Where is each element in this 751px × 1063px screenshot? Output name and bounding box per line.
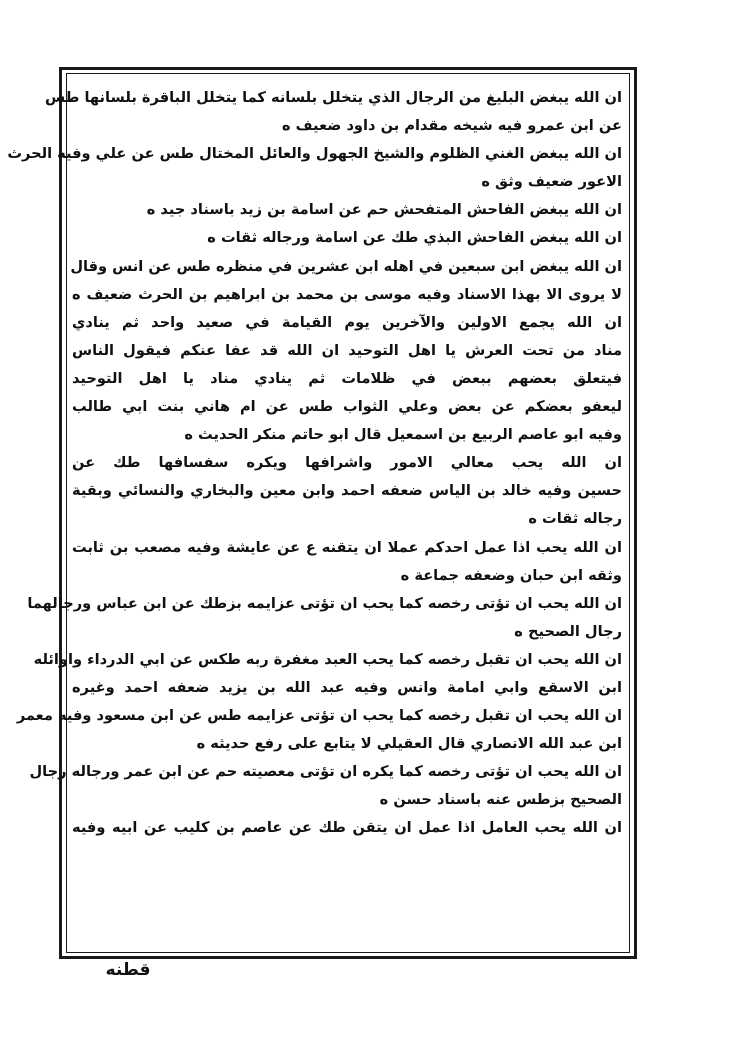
text-line: ان الله يحب ان تقبل رخصه كما يحب ان تؤتى عزايمه طس عن ابن مسعود وفيه معمر — [16, 707, 622, 725]
text-line: رجال الصحيح ه — [514, 622, 622, 640]
text-line: ان الله يحب ان تقبل رخصه كما يحب العبد مغفرة ربه طكس عن ابي الدرداء واوائله — [33, 650, 622, 668]
text-line: ليعفو بعضكم عن بعض وعلي الثواب طس عن ام هاني بنت ابي طالب — [72, 398, 622, 416]
catchword: قطنه — [105, 960, 151, 980]
text-line: ان الله يحب معالي الامور واشرافها ويكره سفسافها طك عن — [72, 454, 622, 472]
text-line: ان الله يحب ان تؤتى رخصه كما يحب ان تؤتى عزايمه بزطك عن ابن عباس ورجالهما — [27, 594, 622, 612]
text-line: الاعور ضعيف وثق ه — [481, 173, 622, 191]
text-line: ابن عبد الله الانصاري قال العقيلي لا يتابع على رفع حديثه ه — [196, 735, 622, 753]
text-line: الصحيح بزطس عنه باسناد حسن ه — [379, 791, 622, 809]
manuscript-text-block — [7, 84, 622, 950]
text-line: ان الله يبغض ابن سبعين في اهله ابن عشرين في منظره طس عن انس وقال — [70, 257, 622, 275]
text-line: رجاله ثقات ه — [528, 510, 622, 528]
text-line: ان الله يحب ان تؤتى رخصه كما يكره ان تؤتى معصيته حم عن ابن عمر ورجاله رجال — [29, 763, 622, 781]
text-line: وفيه ابو عاصم الربيع بن اسمعيل قال ابو حاتم منكر الحديث ه — [184, 426, 622, 444]
text-line: ان الله يحب العامل اذا عمل ان يتقن طك عن عاصم بن كليب عن ابيه وفيه — [72, 819, 622, 837]
text-line: ان الله يحب اذا عمل احدكم عملا ان يتقنه ع عن عايشة وفيه مصعب بن ثابت — [72, 538, 622, 556]
text-line: ان الله يبغض الفاحش المتفحش حم عن اسامة بن زيد باسناد جيد ه — [146, 201, 622, 219]
text-line: ابن الاسقع وابي امامة وانس وفيه عبد الله بن يزيد ضعفه احمد وغيره — [72, 678, 622, 696]
text-line: مناد من تحت العرش يا اهل التوحيد ان الله قد عفا عنكم فيقول الناس — [72, 341, 622, 359]
text-line: ان الله يبغض البليغ من الرجال الذي يتخلل بلسانه كما يتخلل الباقرة بلسانها طس — [44, 89, 622, 106]
text-line: ان الله يجمع الاولين والآخرين يوم القيامة في صعيد واحد ثم ينادي — [72, 313, 622, 331]
text-line: فيتعلق بعضهم ببعض في ظلامات ثم ينادي مناد يا اهل التوحيد — [72, 369, 622, 387]
text-line: وثقه ابن حبان وضعفه جماعة ه — [400, 566, 622, 584]
text-line: لا يروى الا بهذا الاسناد وفيه موسى بن محمد بن ابراهيم بن الحرث ضعيف ه — [72, 285, 622, 303]
text-line: عن ابن عمرو فيه شيخه مقدام بن داود ضعيف ه — [281, 117, 622, 135]
text-line: ان الله يبغض الغني الظلوم والشيخ الجهول والعائل المختال طس عن علي وفيه الحرث — [7, 145, 622, 163]
text-line: ان الله يبغض الفاحش البذي طك عن اسامة ورجاله ثقات ه — [207, 229, 622, 247]
text-line: حسين وفيه خالد بن الياس ضعفه احمد وابن معين والبخاري والنسائي وبقية — [72, 482, 622, 500]
